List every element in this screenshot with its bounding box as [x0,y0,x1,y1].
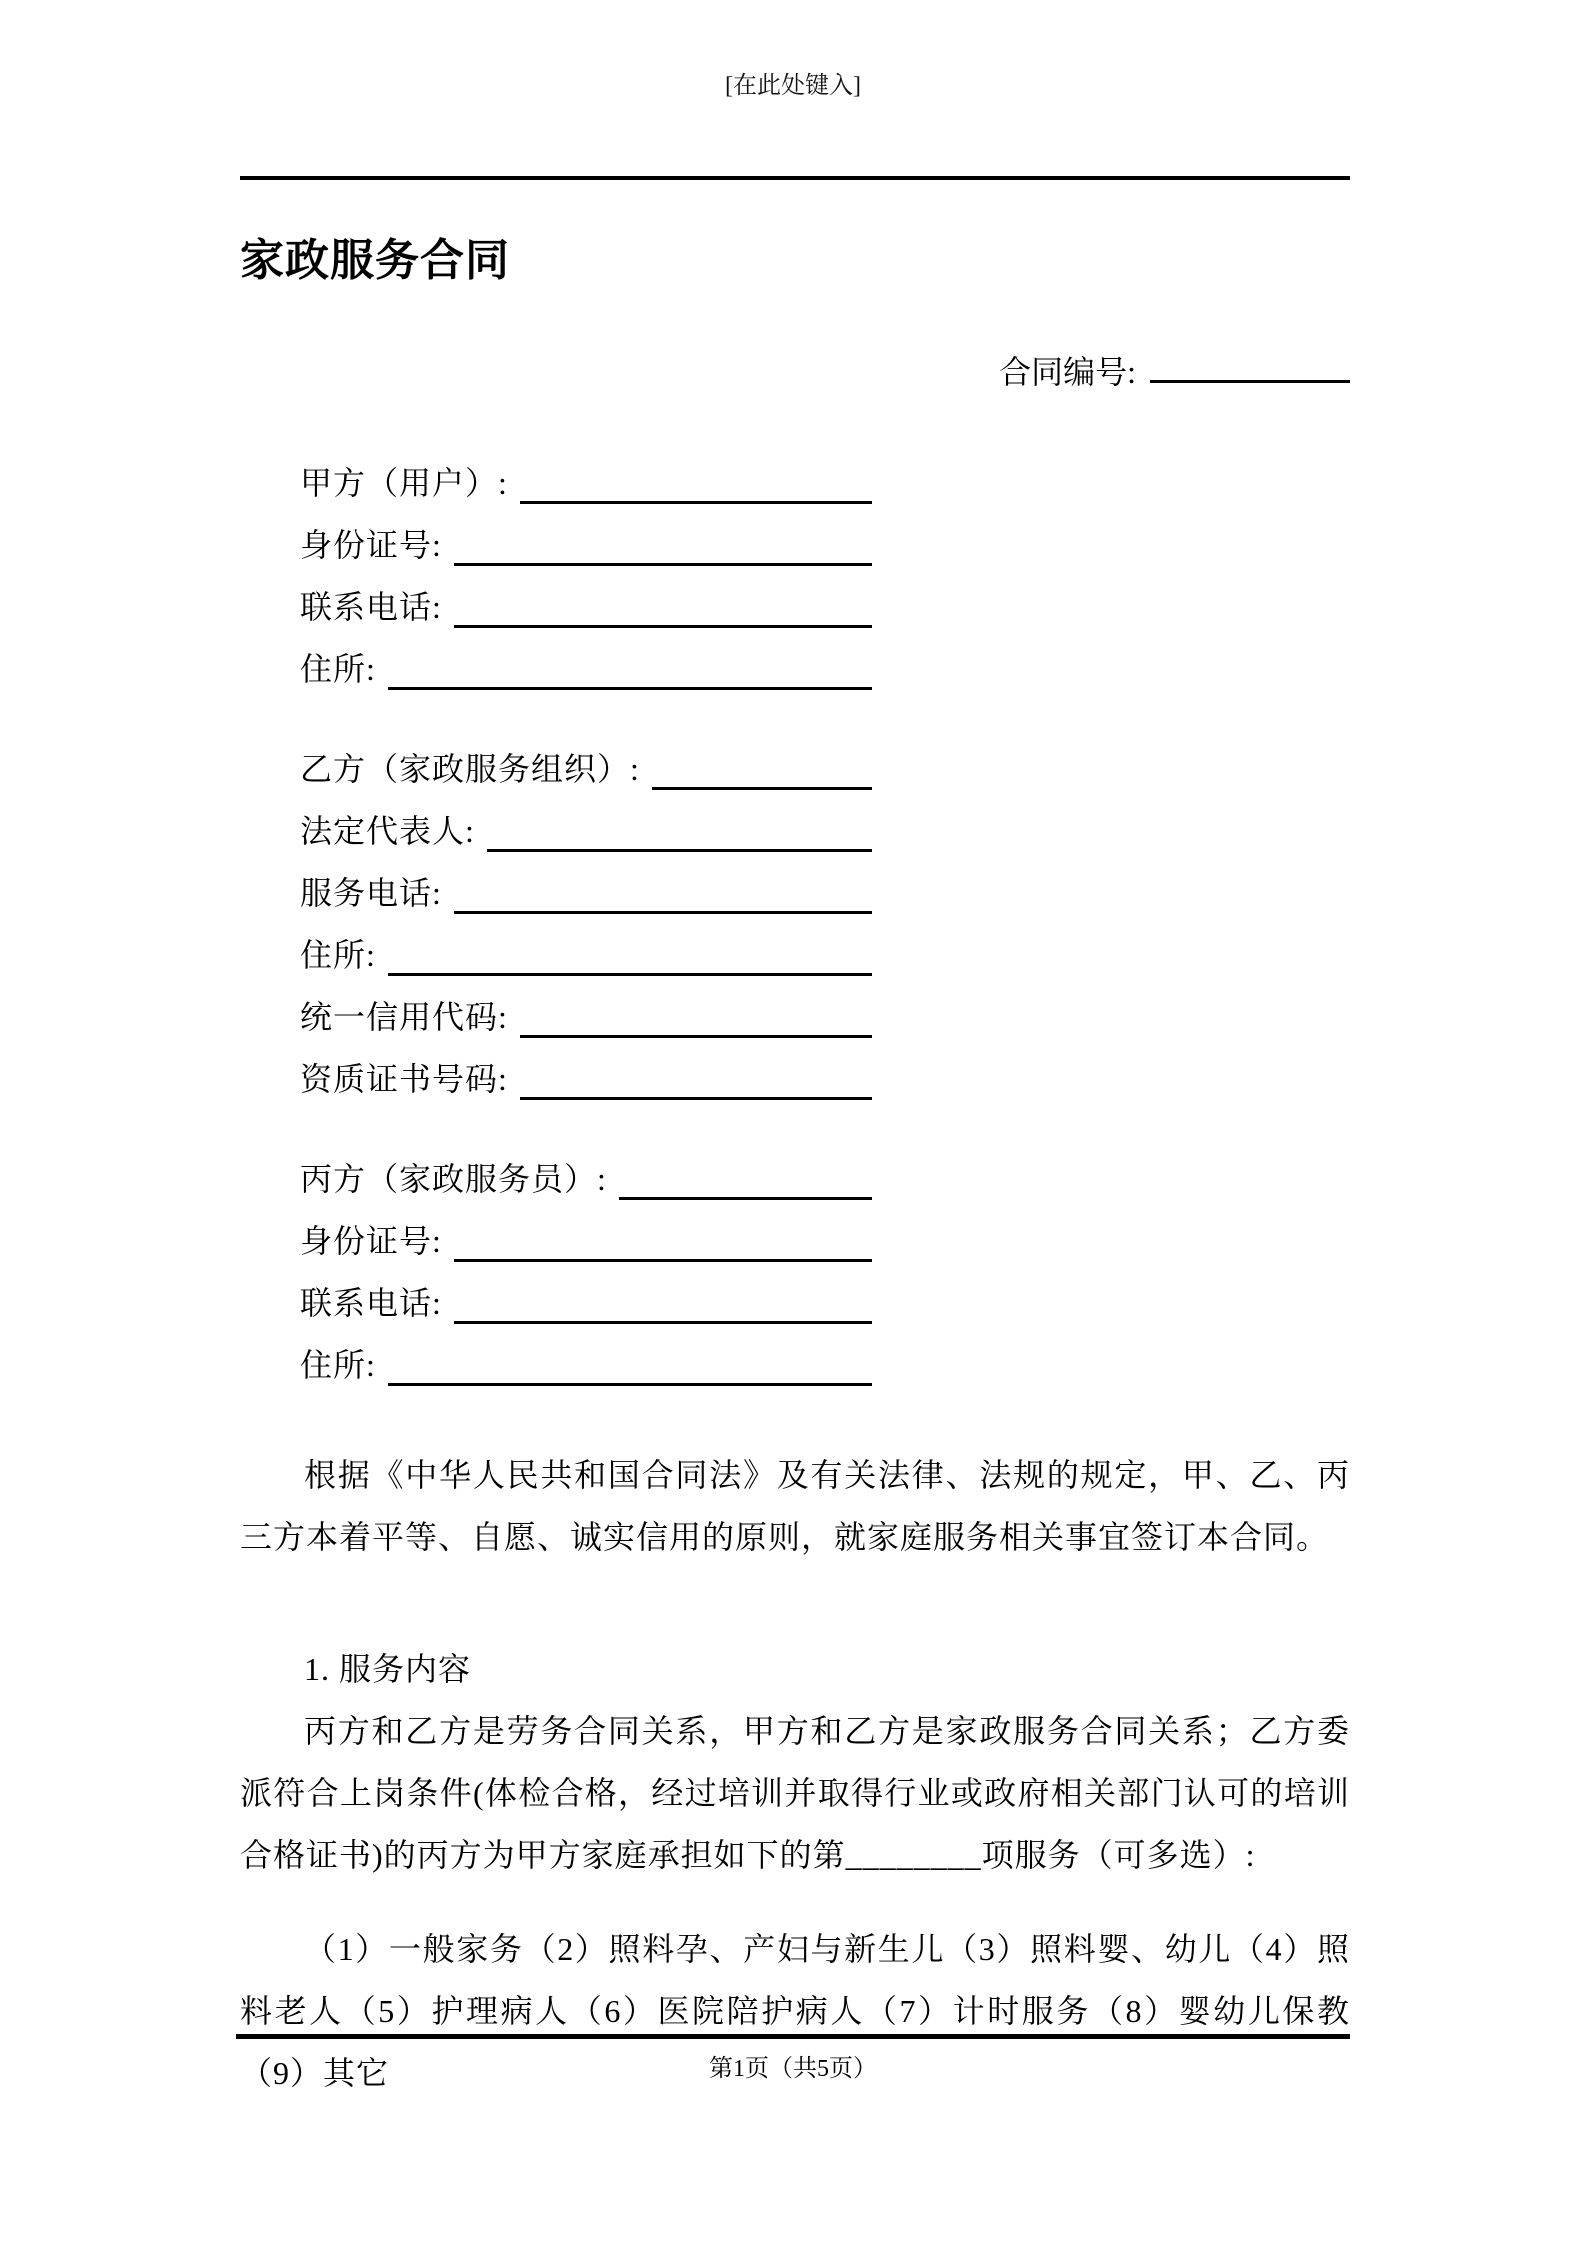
field-row [300,1206,872,1268]
field-label: 丙方（家政服务员）: [300,1161,607,1197]
field-row [300,634,872,696]
party-a-section [240,448,1350,696]
field-label: 联系电话: [300,1285,442,1321]
field-blank[interactable] [619,1157,872,1200]
field-blank[interactable] [388,933,872,976]
page-footer [236,2034,1350,2085]
field-blank[interactable] [388,647,872,690]
page-title: 家政服务合同 [240,236,510,285]
field-blank[interactable] [454,871,872,914]
preamble-paragraph: 根据《中华人民共和国合同法》及有关法律、法规的规定，甲、乙、丙三方本着平等、自愿、诚实信用的原则，就家庭服务相关事宜签订本合同。 [240,1457,1350,1555]
field-blank[interactable] [388,1343,872,1386]
field-blank[interactable] [520,1057,872,1100]
header-rule [240,176,1350,180]
section-1-paragraph: 丙方和乙方是劳务合同关系，甲方和乙方是家政服务合同关系；乙方委派符合上岗条件(体检合格，经过培训并取得行业或政府相关部门认可的培训合格证书)的丙方为甲方家庭承担如下的第________项服务（可多选）: [240,1713,1350,1873]
field-row [300,1044,872,1106]
field-blank[interactable] [454,1281,872,1324]
contract-number-blank[interactable] [1150,346,1350,383]
contract-number-row [240,346,1350,394]
field-blank[interactable] [520,995,872,1038]
field-row [300,796,872,858]
service-options-paragraph: （1）一般家务（2）照料孕、产妇与新生儿（3）照料婴、幼儿（4）照料老人（5）护理病人（6）医院陪护病人（7）计时服务（8）婴幼儿保教（9）其它 [240,1931,1350,2091]
field-blank[interactable] [520,461,872,504]
field-row [300,858,872,920]
field-label: 住所: [300,651,376,687]
field-row [300,920,872,982]
field-label: 服务电话: [300,875,442,911]
field-label: 身份证号: [300,1223,442,1259]
page-number: 第1页（共5页） [709,2056,877,2082]
field-row [300,1144,872,1206]
field-row [300,572,872,634]
field-blank[interactable] [454,523,872,566]
contract-number-label: 合同编号: [999,354,1136,390]
field-row [300,982,872,1044]
field-blank[interactable] [454,1219,872,1262]
header-placeholder[interactable]: [在此处键入] [725,73,861,99]
field-row [300,510,872,572]
party-b-section [240,734,1350,1106]
field-label: 法定代表人: [300,813,475,849]
field-label: 住所: [300,1347,376,1383]
footer-rule [236,2034,1350,2039]
section-1-heading: 1. 服务内容 [304,1651,472,1687]
field-label: 联系电话: [300,589,442,625]
field-row [300,1268,872,1330]
field-row [300,1330,872,1392]
field-label: 乙方（家政服务组织）: [300,751,640,787]
field-row [300,448,872,510]
field-label: 住所: [300,937,376,973]
field-label: 身份证号: [300,527,442,563]
field-row [300,734,872,796]
party-c-section [240,1144,1350,1392]
field-label: 资质证书号码: [300,1061,508,1097]
field-label: 甲方（用户）: [300,465,508,501]
field-label: 统一信用代码: [300,999,508,1035]
field-blank[interactable] [454,585,872,628]
field-blank[interactable] [487,809,872,852]
field-blank[interactable] [652,747,872,790]
